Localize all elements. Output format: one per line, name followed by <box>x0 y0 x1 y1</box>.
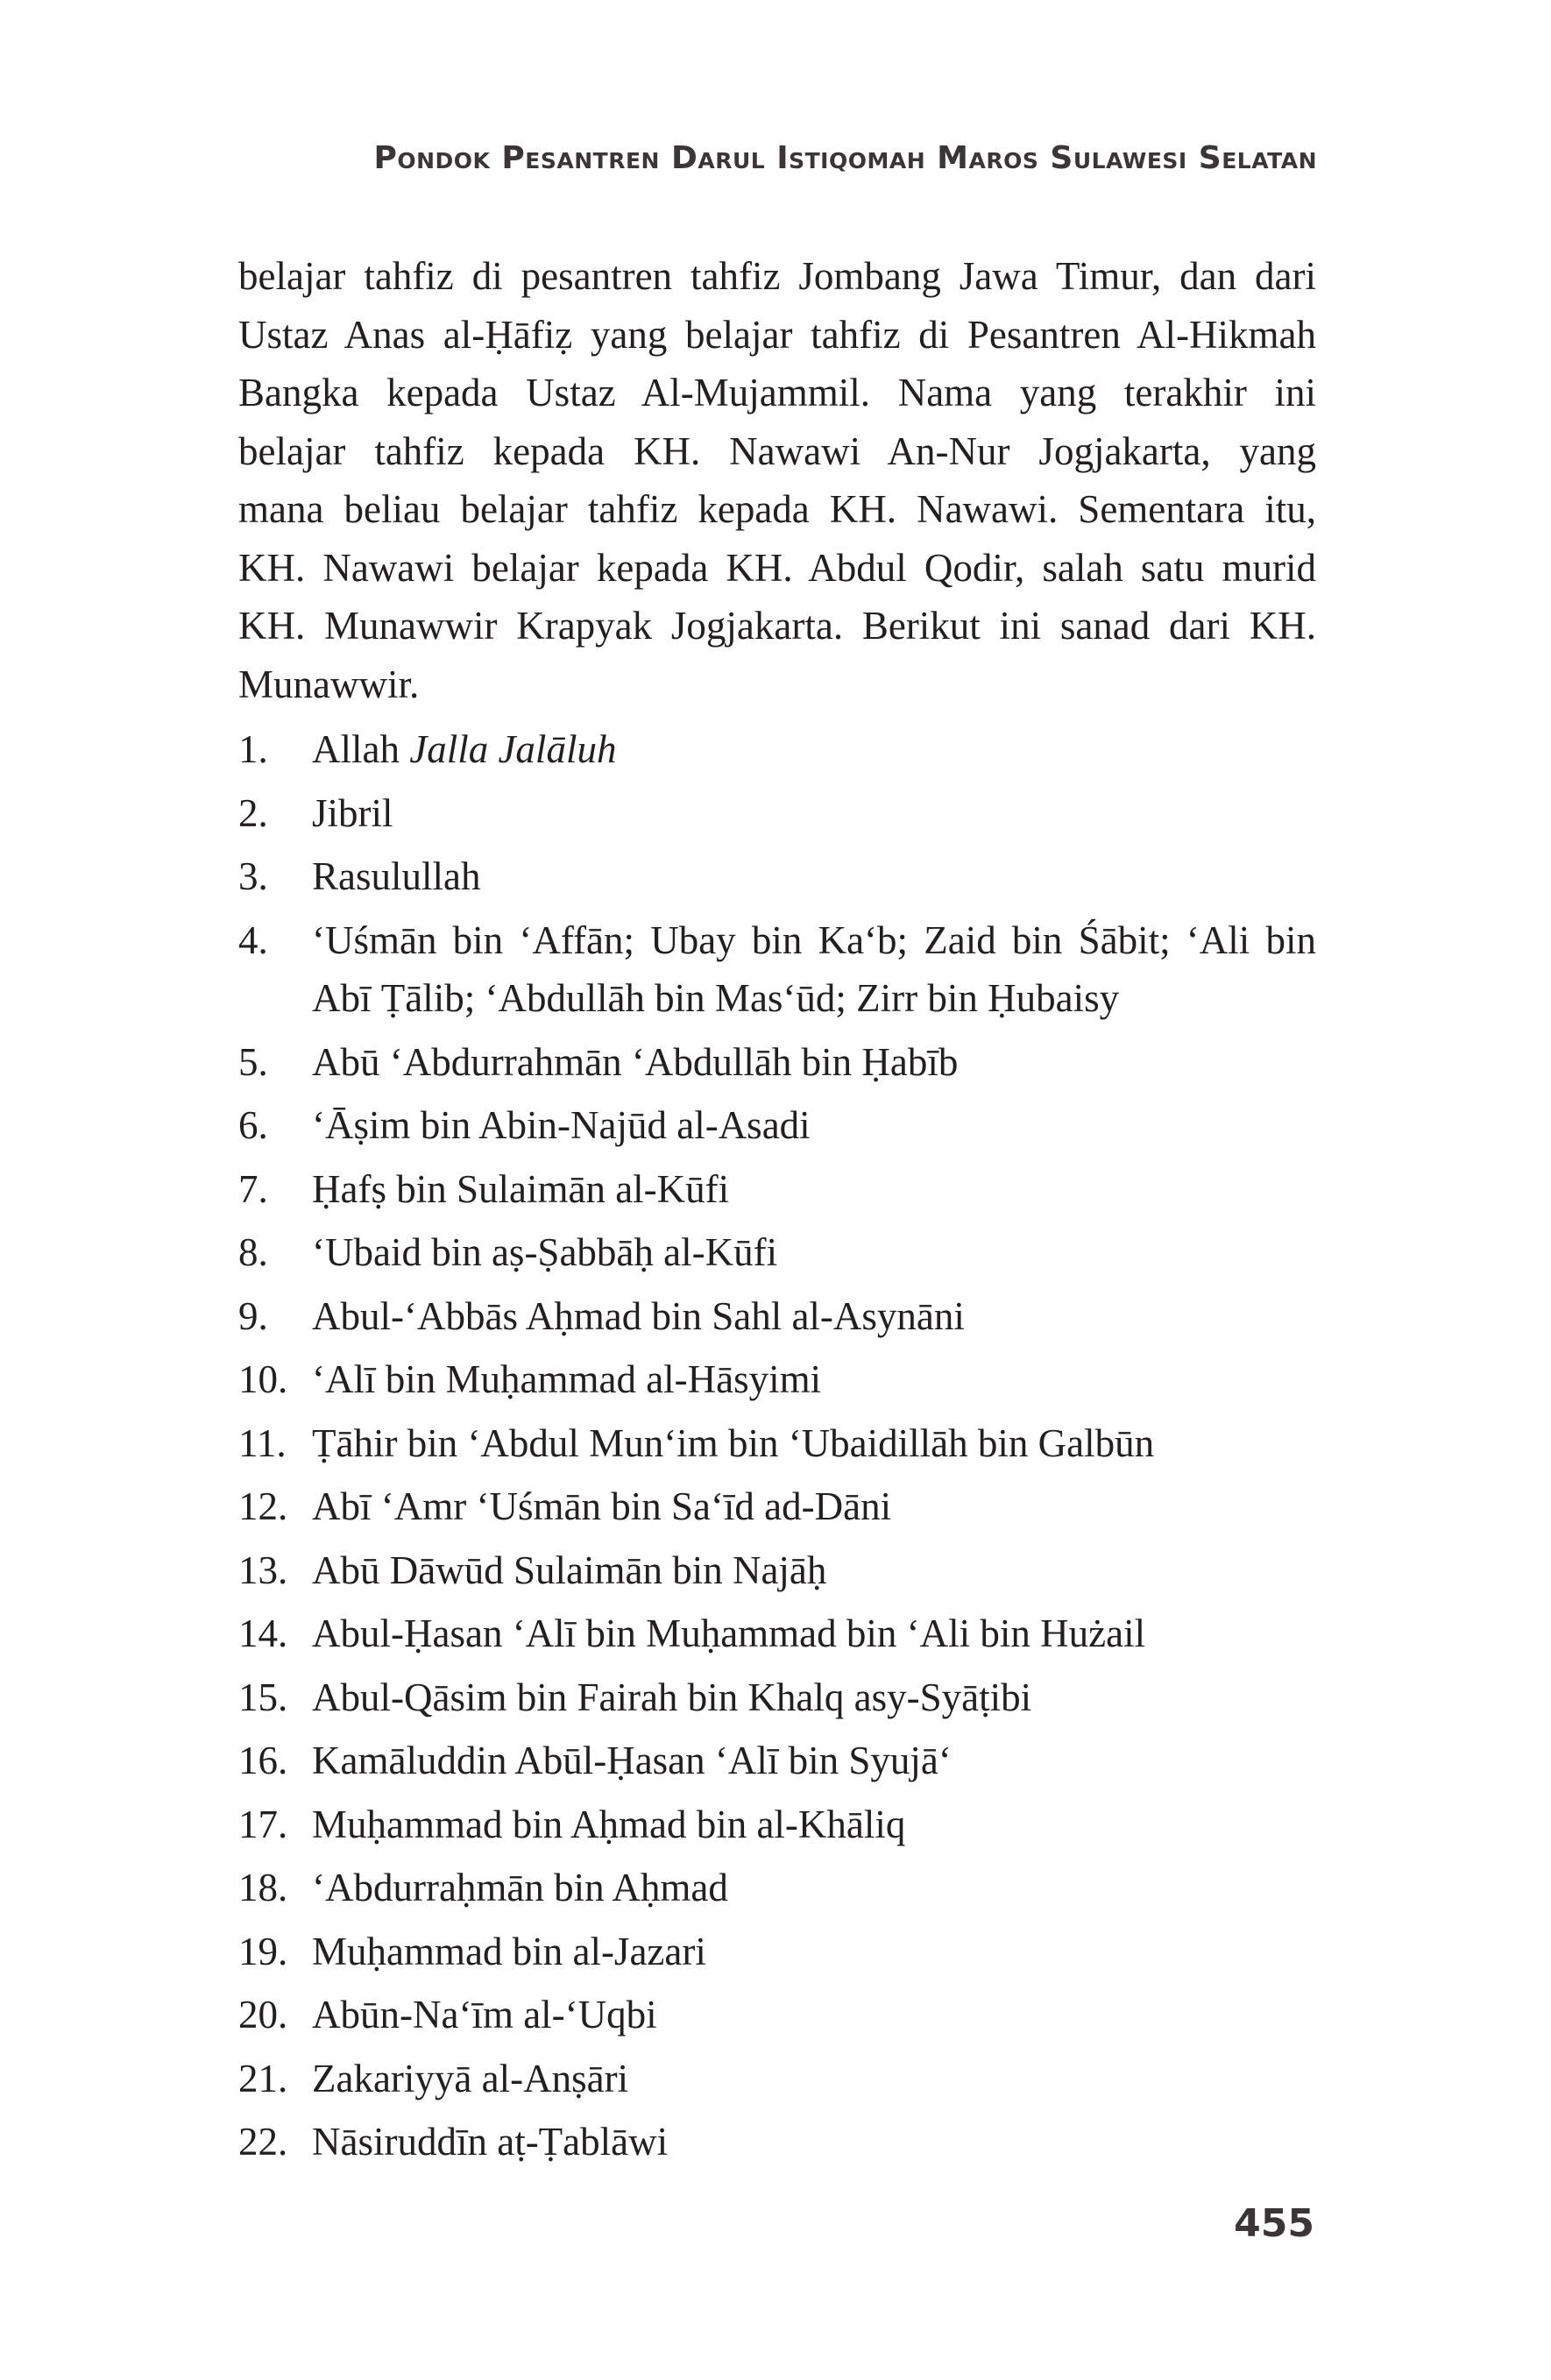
list-number: 14. <box>238 1611 288 1655</box>
list-number: 6. <box>238 1103 268 1147</box>
list-text: Abū ‘Abdurrahmān ‘Abdullāh bin Ḥabīb <box>312 1039 959 1084</box>
list-text: ‘Abdurraḥmān bin Aḥmad <box>312 1866 728 1909</box>
list-number: 8. <box>238 1230 268 1274</box>
list-number: 5. <box>238 1039 268 1084</box>
list-text: ‘Alī bin Muḥammad al-Hāsyimi <box>312 1357 822 1401</box>
list-number: 2. <box>238 790 268 835</box>
list-number: 9. <box>238 1293 268 1338</box>
list-number: 10. <box>238 1357 288 1401</box>
list-text: Abul-Qāsim bin Fairah bin Khalq asy-Syāṭibi <box>312 1675 1032 1719</box>
list-item <box>238 1859 1316 1917</box>
list-number: 19. <box>238 1929 288 1973</box>
list-item <box>238 911 1316 1028</box>
list-text: Ṭāhir bin ‘Abdul Mun‘im bin ‘Ubaidillāh bin Galbūn <box>312 1420 1155 1465</box>
list-item <box>238 1287 1316 1346</box>
list-number: 11. <box>238 1420 287 1465</box>
list-text: Allah Jalla Jalāluh <box>312 727 617 771</box>
list-text-line: ‘Uśmān bin ‘Affān; Ubay bin Ka‘b; Zaid bin Śābit; ‘Ali bin <box>312 917 1316 962</box>
paragraph-line: mana beliau belajar tahfiz kepada KH. Nawawi. Sementara itu, <box>238 487 1316 531</box>
list-item <box>238 1096 1316 1155</box>
list-number: 21. <box>238 2056 288 2100</box>
list-item <box>238 1350 1316 1409</box>
list-item <box>238 1796 1316 1854</box>
list-item <box>238 1604 1316 1663</box>
list-item <box>238 1414 1316 1473</box>
list-number: 1. <box>238 727 268 771</box>
list-text-line: Abī Ṭālib; ‘Abdullāh bin Mas‘ūd; Zirr bin Ḥubaisy <box>312 976 1120 1020</box>
list-text: ‘Ubaid bin aṣ-Ṣabbāḥ al-Kūfi <box>312 1230 778 1274</box>
list-number: 17. <box>238 1802 288 1846</box>
list-number: 12. <box>238 1484 288 1528</box>
list-item <box>238 2050 1316 2108</box>
intro-paragraph <box>238 247 1316 713</box>
list-text: Zakariyyā al-Anṣāri <box>312 2056 629 2100</box>
list-number: 3. <box>238 854 268 898</box>
list-text: Jibril <box>312 790 393 835</box>
list-item <box>238 1668 1316 1727</box>
list-text: ‘Āṣim bin Abin-Najūd al-Asadi <box>312 1103 811 1147</box>
list-text: Abul-Ḥasan ‘Alī bin Muḥammad bin ‘Ali bin Hużail <box>312 1611 1146 1655</box>
list-text: Abī ‘Amr ‘Uśmān bin Sa‘īd ad-Dāni <box>312 1484 892 1528</box>
paragraph-line: Munawwir. <box>238 662 420 706</box>
list-item <box>238 1923 1316 1981</box>
list-item <box>238 2113 1316 2171</box>
list-item <box>238 1033 1316 1092</box>
list-number: 4. <box>238 917 268 962</box>
list-text <box>312 911 1316 1028</box>
list-item <box>238 1160 1316 1219</box>
list-number: 13. <box>238 1548 288 1592</box>
list-text: Muḥammad bin al-Jazari <box>312 1929 706 1973</box>
list-item <box>238 847 1316 906</box>
list-text: Kamāluddin Abūl-Ḥasan ‘Alī bin Syujā‘ <box>312 1739 952 1782</box>
paragraph-line: Ustaz Anas al-Ḥāfiẓ yang belajar tahfiz di Pesantren Al-Hikmah <box>238 312 1316 357</box>
italic-phrase: Jalla Jalāluh <box>409 727 617 771</box>
list-text: Nāsiruddīn aṭ-Ṭablāwi <box>312 2120 669 2164</box>
list-item <box>238 1477 1316 1536</box>
paragraph-line: KH. Nawawi belajar kepada KH. Abdul Qodir, salah satu murid <box>238 545 1316 590</box>
list-text: Ḥafṣ bin Sulaimān al-Kūfi <box>312 1166 730 1211</box>
list-item <box>238 1732 1316 1790</box>
list-number: 7. <box>238 1166 268 1211</box>
paragraph-line: belajar tahfiz kepada KH. Nawawi An-Nur Jogjakarta, yang <box>238 429 1316 473</box>
list-text: Abū Dāwūd Sulaimān bin Najāḥ <box>312 1548 827 1592</box>
list-number: 18. <box>238 1866 288 1909</box>
list-item <box>238 720 1316 779</box>
page-body <box>238 247 1316 2177</box>
list-number: 16. <box>238 1739 288 1782</box>
paragraph-line: belajar tahfiz di pesantren tahfiz Jombang Jawa Timur, dan dari <box>238 254 1316 298</box>
list-item <box>238 1986 1316 2044</box>
list-item <box>238 1541 1316 1600</box>
list-text: Muḥammad bin Aḥmad bin al-Khāliq <box>312 1802 906 1846</box>
sanad-list <box>238 720 1316 2171</box>
list-number: 15. <box>238 1675 288 1719</box>
paragraph-line: KH. Munawwir Krapyak Jogjakarta. Berikut ini sanad dari KH. <box>238 604 1316 648</box>
list-item <box>238 1223 1316 1282</box>
paragraph-line: Bangka kepada Ustaz Al-Mujammil. Nama yang terakhir ini <box>238 371 1316 414</box>
list-number: 20. <box>238 1993 288 2036</box>
page-number: 455 <box>1234 2201 1314 2246</box>
list-number: 22. <box>238 2120 288 2164</box>
list-text: Abul-‘Abbās Aḥmad bin Sahl al-Asynāni <box>312 1293 965 1338</box>
list-text: Abūn-Na‘īm al-‘Uqbi <box>312 1993 657 2036</box>
list-text: Rasulullah <box>312 854 481 898</box>
list-item <box>238 784 1316 843</box>
running-header: Pondok Pesantren Darul Istiqomah Maros Sulawesi Selatan <box>373 140 1317 176</box>
